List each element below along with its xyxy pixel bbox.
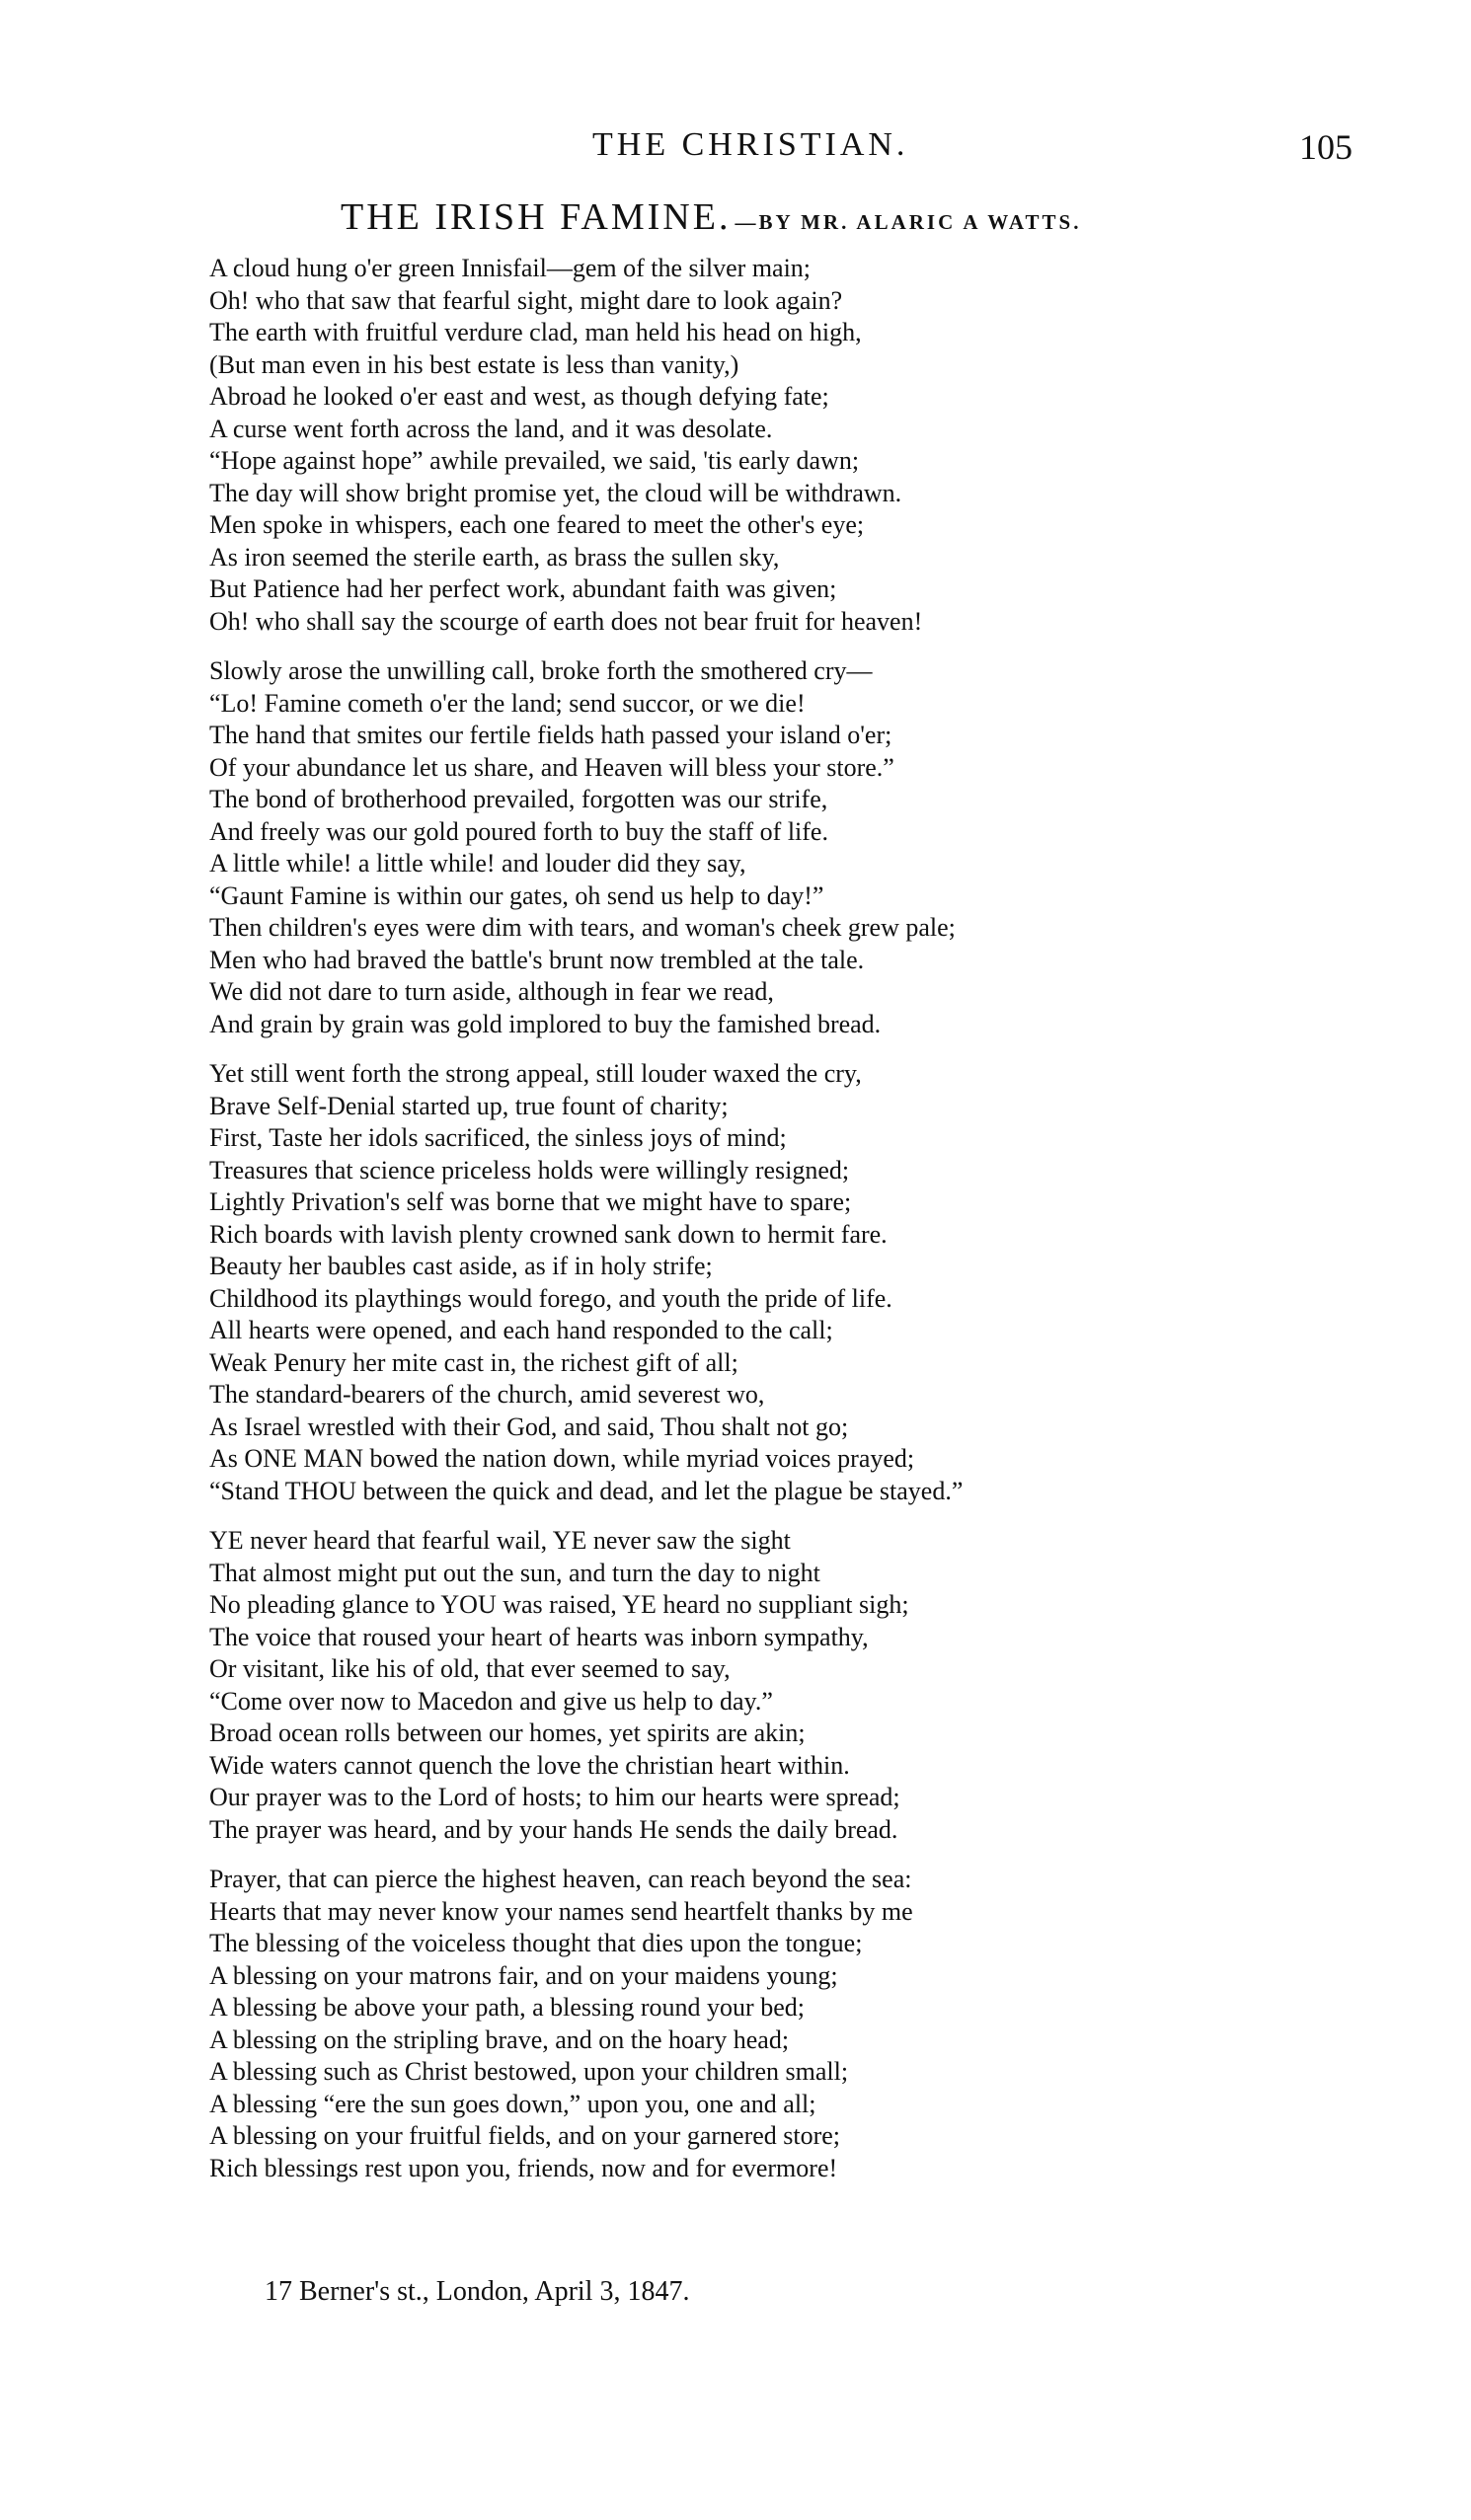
poem-line: Of your abundance let us share, and Heaven will bless your store.” <box>209 752 894 782</box>
poem-line: But Patience had her perfect work, abundant faith was given; <box>209 574 837 603</box>
poem-line: The blessing of the voiceless thought that dies upon the tongue; <box>209 1929 863 1957</box>
poem-line: Hearts that may never know your names send heartfelt thanks by me <box>209 1896 913 1926</box>
poem-line: Lightly Privation's self was borne that we might have to spare; <box>209 1187 852 1216</box>
poem-line: A blessing such as Christ bestowed, upon your children small; <box>209 2057 849 2086</box>
poem-line: Men spoke in whispers, each one feared to meet the other's eye; <box>209 510 865 539</box>
poem-line: Oh! who that saw that fearful sight, might dare to look again? <box>209 285 843 315</box>
poem-line: Weak Penury her mite cast in, the richest gift of all; <box>209 1347 738 1377</box>
poem-line: Rich boards with lavish plenty crowned sank down to hermit fare. <box>209 1219 888 1249</box>
poem-line: Our prayer was to the Lord of hosts; to him our hearts were spread; <box>209 1783 900 1811</box>
poem-byline: —BY MR. ALARIC A WATTS. <box>735 210 1082 234</box>
poem-line: Abroad he looked o'er east and west, as though defying fate; <box>209 382 829 411</box>
poem-line: The day will show bright promise yet, the cloud will be withdrawn. <box>209 478 902 507</box>
poem-line: As iron seemed the sterile earth, as brass the sullen sky, <box>209 542 780 572</box>
poem-line: Wide waters cannot quench the love the christian heart within. <box>209 1750 850 1780</box>
stanza <box>209 1058 1295 1507</box>
poem-line: And grain by grain was gold implored to buy the famished bread. <box>209 1009 882 1038</box>
stanza <box>209 253 1295 638</box>
poem-line: A blessing be above your path, a blessing round your bed; <box>209 1993 805 2022</box>
poem-line: (But man even in his best estate is less than vanity,) <box>209 349 739 379</box>
poem-line: Rich blessings rest upon you, friends, now and for evermore! <box>209 2153 838 2182</box>
poem-line: Broad ocean rolls between our homes, yet spirits are akin; <box>209 1718 806 1747</box>
poem-line: “Gaunt Famine is within our gates, oh send us help to day!” <box>209 880 824 910</box>
poem-line: The bond of brotherhood prevailed, forgotten was our strife, <box>209 785 828 813</box>
poem-line: “Come over now to Macedon and give us help to day.” <box>209 1686 773 1716</box>
poem-line: A blessing “ere the sun goes down,” upon you, one and all; <box>209 2089 816 2118</box>
poem-line: Brave Self-Denial started up, true fount of charity; <box>209 1091 729 1120</box>
poem-line: And freely was our gold poured forth to buy the staff of life. <box>209 816 828 846</box>
poem-line: Oh! who shall say the scourge of earth does not bear fruit for heaven! <box>209 606 923 636</box>
poem-line: “Stand THOU between the quick and dead, and let the plague be stayed.” <box>209 1476 964 1505</box>
poem-line: First, Taste her idols sacrificed, the sinless joys of mind; <box>209 1123 787 1152</box>
poem-line: Childhood its playthings would forego, and youth the pride of life. <box>209 1283 892 1313</box>
poem-line: As ONE MAN bowed the nation down, while myriad voices prayed; <box>209 1444 915 1473</box>
poem-line: Beauty her baubles cast aside, as if in holy strife; <box>209 1252 713 1280</box>
poem-line: Then children's eyes were dim with tears, and woman's cheek grew pale; <box>209 913 956 942</box>
poem-line: The hand that smites our fertile fields hath passed your island o'er; <box>209 721 892 749</box>
poem-line: Treasures that science priceless holds were willingly resigned; <box>209 1155 850 1184</box>
page-number: 105 <box>1299 127 1353 167</box>
poem-line: A curse went forth across the land, and it was desolate. <box>209 414 773 443</box>
poem-line: YE never heard that fearful wail, YE never saw the sight <box>209 1526 791 1555</box>
poem-line: A blessing on the stripling brave, and on the hoary head; <box>209 2024 790 2054</box>
poem-line: A blessing on your fruitful fields, and on your garnered store; <box>209 2121 841 2150</box>
poem-line: “Lo! Famine cometh o'er the land; send succor, or we die! <box>209 688 806 718</box>
poem-line: A cloud hung o'er green Innisfail—gem of the silver main; <box>209 254 812 282</box>
poem-line: That almost might put out the sun, and turn the day to night <box>209 1558 820 1587</box>
poem-line: Prayer, that can pierce the highest heaven, can reach beyond the sea: <box>209 1865 912 1893</box>
poem-title: THE IRISH FAMINE. <box>341 196 732 238</box>
poem-line: Or visitant, like his of old, that ever seemed to say, <box>209 1654 731 1683</box>
poem-line: As Israel wrestled with their God, and said, Thou shalt not go; <box>209 1412 849 1441</box>
poem-heading <box>341 195 1229 239</box>
poem-line: A blessing on your matrons fair, and on your maidens young; <box>209 1960 838 1990</box>
poem-line: The standard-bearers of the church, amid severest wo, <box>209 1380 765 1409</box>
poem-line: The prayer was heard, and by your hands He sends the daily bread. <box>209 1814 898 1844</box>
poem-line: The voice that roused your heart of hearts was inborn sympathy, <box>209 1622 869 1651</box>
running-title: THE CHRISTIAN. <box>592 126 909 163</box>
poem-line: Yet still went forth the strong appeal, still louder waxed the cry, <box>209 1059 862 1088</box>
poem-line: The earth with fruitful verdure clad, man held his head on high, <box>209 318 862 346</box>
poem-line: Slowly arose the unwilling call, broke forth the smothered cry— <box>209 656 873 685</box>
running-head <box>207 126 1353 176</box>
poem-signature: 17 Berner's st., London, April 3, 1847. <box>265 2276 690 2307</box>
stanza <box>209 1864 1295 2184</box>
stanza <box>209 1525 1295 1846</box>
poem-body <box>209 253 1295 2202</box>
stanza <box>209 655 1295 1040</box>
poem-line: A little while! a little while! and louder did they say, <box>209 849 746 878</box>
poem-line: “Hope against hope” awhile prevailed, we said, 'tis early dawn; <box>209 446 860 475</box>
poem-line: We did not dare to turn aside, although in fear we read, <box>209 977 774 1006</box>
poem-line: Men who had braved the battle's brunt now trembled at the tale. <box>209 945 865 974</box>
poem-line: All hearts were opened, and each hand responded to the call; <box>209 1316 833 1344</box>
poem-line: No pleading glance to YOU was raised, YE heard no suppliant sigh; <box>209 1590 909 1619</box>
